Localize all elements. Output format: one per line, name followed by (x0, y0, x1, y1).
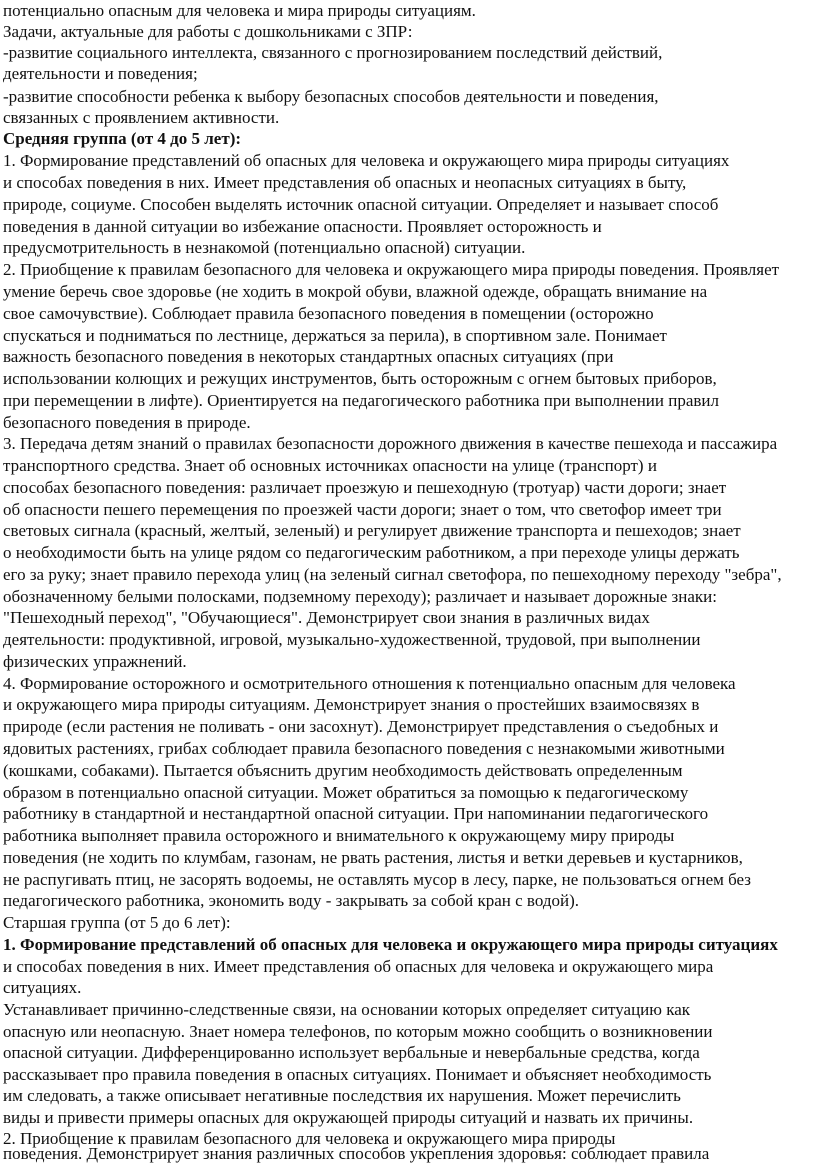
section-heading-senior-group: 1. Формирование представлений об опасных для человека и окружающего мира природы ситуациях (3, 935, 778, 954)
text-line: педагогического работника, экономить воду - закрывать за собой кран с водой). (3, 891, 579, 910)
text-line: потенциально опасным для человека и мира природы ситуациям. (3, 1, 476, 20)
text-line: -развитие социального интеллекта, связанного с прогнозированием последствий действий, (3, 43, 663, 62)
text-line: работнику в стандартной и нестандартной опасной ситуации. При напоминании педагогического (3, 804, 709, 823)
text-line: предусмотрительность в незнакомой (потенциально опасной) ситуации. (3, 238, 526, 257)
text-line: обозначенному белыми полосками, подземному переходу); различает и называет дорожные знаки: (3, 587, 717, 606)
text-line: деятельности и поведения; (3, 64, 198, 83)
text-line: ситуациях. (3, 978, 82, 997)
text-line: 3. Передача детям знаний о правилах безопасности дорожного движения в качестве пешехода и пассажира (3, 434, 778, 453)
text-line: способах безопасного поведения: различает проезжую и пешеходную (тротуар) части дороги; знает (3, 478, 727, 497)
text-line: работника выполняет правила осторожного и внимательного к окружающему миру природы (3, 826, 675, 845)
text-line: опасной ситуации. Дифференцированно использует вербальные и невербальные средства, когда (3, 1043, 700, 1062)
text-line: 2. Приобщение к правилам безопасного для человека и окружающего мира природы поведения. Проявляет (3, 260, 780, 279)
text-line: и способах поведения в них. Имеет представления об опасных для человека и окружающего мира (3, 957, 714, 976)
text-line: поведения в данной ситуации во избежание опасности. Проявляет осторожность и (3, 217, 602, 236)
text-line: "Пешеходный переход", "Обучающиеся". Демонстрирует свои знания в различных видах (3, 608, 650, 627)
text-line: ядовитых растениях, грибах соблюдает правила безопасного поведения с незнакомыми животными (3, 739, 725, 758)
text-line: рассказывает про правила поведения в опасных ситуациях. Понимает и объясняет необходимость (3, 1065, 712, 1084)
text-line: поведения (не ходить по клумбам, газонам, не рвать растения, листья и ветки деревьев и кустарников, (3, 848, 743, 867)
text-line: виды и привести примеры опасных для окружающей природы ситуаций и назвать их причины. (3, 1108, 694, 1127)
text-line: использовании колющих и режущих инструментов, быть осторожным с огнем бытовых приборов, (3, 369, 717, 388)
text-line: и способах поведения в них. Имеет представления об опасных и неопасных ситуациях в быту, (3, 173, 687, 192)
text-line: и окружающего мира природы ситуациям. Демонстрирует знания о простейших взаимосвязях в (3, 695, 700, 714)
text-line: Старшая группа (от 5 до 6 лет): (3, 913, 231, 932)
text-line: поведения. Демонстрирует знания различных способов укрепления здоровья: соблюдает правила (3, 1144, 710, 1163)
section-heading-middle-group: Средняя группа (от 4 до 5 лет): (3, 129, 242, 148)
text-line: 4. Формирование осторожного и осмотрительного отношения к потенциально опасным для человека (3, 674, 736, 693)
text-line: не распугивать птиц, не засорять водоемы, не оставлять мусор в лесу, парке, не пользоваться огнем без (3, 870, 752, 889)
text-line: его за руку; знает правило перехода улиц (на зеленый сигнал светофора, по пешеходному переходу "зебра", (3, 565, 782, 584)
text-line: 1. Формирование представлений об опасных для человека и окружающего мира природы ситуациях (3, 151, 730, 170)
text-line: Устанавливает причинно-следственные связи, на основании которых определяет ситуацию как (3, 1000, 691, 1019)
text-line: 2. Приобщение к правилам безопасного для человека и окружающего мира природы (3, 1129, 616, 1148)
text-line: деятельности: продуктивной, игровой, музыкально-художественной, трудовой, при выполнении (3, 630, 701, 649)
text-line: свое самочувствие). Соблюдает правила безопасного поведения в помещении (осторожно (3, 304, 654, 323)
text-line: транспортного средства. Знает об основных источниках опасности на улице (транспорт) и (3, 456, 657, 475)
text-line: образом в потенциально опасной ситуации. Может обратиться за помощью к педагогическому (3, 783, 689, 802)
text-line: связанных с проявлением активности. (3, 108, 280, 127)
text-line: им следовать, а также описывает негативные последствия их нарушения. Может перечислить (3, 1086, 681, 1105)
text-line: умение беречь свое здоровье (не ходить в мокрой обуви, влажной одежде, обращать внимание на (3, 282, 708, 301)
text-line: об опасности пешего перемещения по проезжей части дороги; знает о том, что светофор имеет три (3, 500, 722, 519)
text-line: опасную или неопасную. Знает номера телефонов, по которым можно сообщить о возникновении (3, 1022, 713, 1041)
text-line: о необходимости быть на улице рядом со педагогическим работником, а при переходе улицы держать (3, 543, 740, 562)
text-line: световых сигнала (красный, желтый, зеленый) и регулирует движение транспорта и пешеходов; знает (3, 521, 741, 540)
text-line: природе (если растения не поливать - они засохнут). Демонстрирует представления о съедобных и (3, 717, 719, 736)
text-line: -развитие способности ребенка к выбору безопасных способов деятельности и поведения, (3, 87, 659, 106)
text-line: Задачи, актуальные для работы с дошкольниками с ЗПР: (3, 22, 413, 41)
text-line: природе, социуме. Способен выделять источник опасной ситуации. Определяет и называет способ (3, 195, 719, 214)
text-line: важность безопасного поведения в некоторых стандартных опасных ситуациях (при (3, 347, 614, 366)
text-line: безопасного поведения в природе. (3, 413, 251, 432)
text-line: физических упражнений. (3, 652, 187, 671)
text-line: при перемещении в лифте). Ориентируется на педагогического работника при выполнении правил (3, 391, 719, 410)
text-line: спускаться и подниматься по лестнице, держаться за перила), в спортивном зале. Понимает (3, 326, 667, 345)
text-line: (кошками, собаками). Пытается объяснить другим необходимость действовать определенным (3, 761, 683, 780)
